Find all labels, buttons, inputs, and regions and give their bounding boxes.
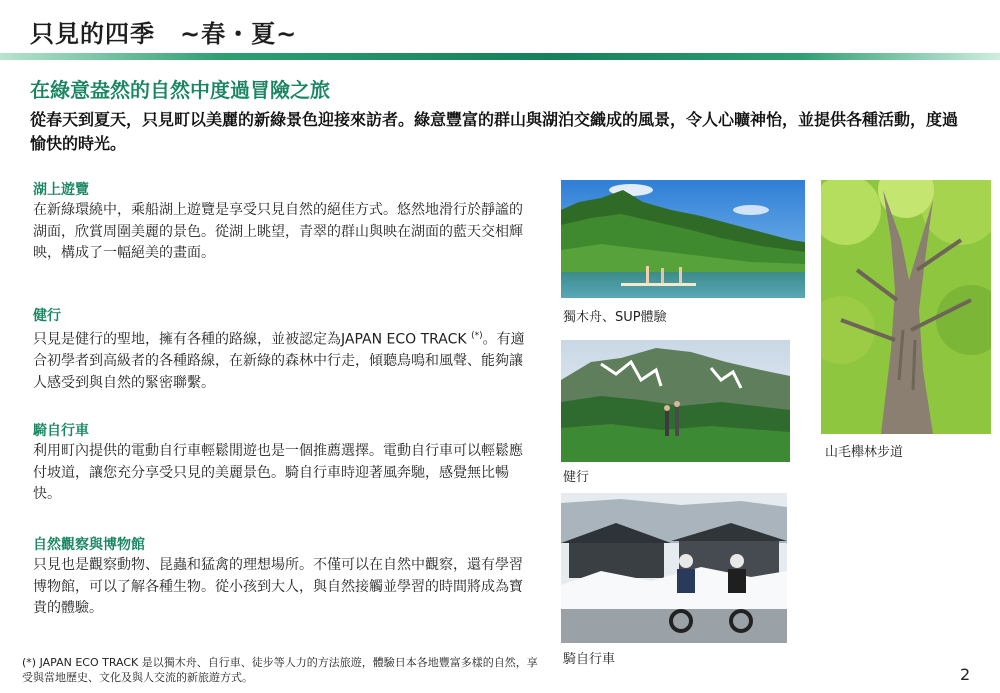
section-body-lake-cruise: 在新綠環繞中，乘船湖上遊覽是享受只見自然的絕佳方式。悠然地滑行於靜謐的湖面，欣賞周圍美麗的景色。從湖上眺望，青翠的群山與映在湖面的藍天交相輝映，構成了一幅絕美的畫面。 (33, 202, 523, 261)
page-number: 2 (960, 665, 971, 684)
cycling-caption: 騎自行車 (563, 652, 616, 667)
section-body-hiking (33, 326, 533, 394)
section-title-nature-museum: 自然觀察與博物館 (33, 537, 145, 553)
beech-forest-caption: 山毛櫸林步道 (825, 445, 904, 460)
cycling-photo (561, 493, 787, 643)
section-body-nature-museum: 只見也是觀察動物、昆蟲和猛禽的理想場所。不僅可以在自然中觀察，還有學習博物館，可以了解各種生物。從小孩到大人，與自然接觸並學習的時間將成為寶貴的體驗。 (33, 557, 523, 616)
intro-text: 從春天到夏天，只見町以美麗的新綠景色迎接來訪者。綠意豐富的群山與湖泊交織成的風景，令人心曠神怡，並提供各種活動，度過愉快的時光。 (30, 110, 959, 153)
section-body-cycling: 利用町內提供的電動自行車輕鬆閒遊也是一個推薦選擇。電動自行車可以輕鬆應付坡道，讓您充分享受只見的美麗景色。騎自行車時迎著風奔馳，感覺無比暢快。 (33, 443, 523, 502)
hiking-photo (561, 340, 790, 462)
lake-sup-photo (561, 180, 805, 298)
footnote: (*) JAPAN ECO TRACK 是以獨木舟、自行車、徒步等人力的方法旅遊，體驗日本各地豐富多樣的自然，享受與當地歷史、文化及與人交流的新旅遊方式。 (22, 656, 538, 684)
hiking-text-suffix: 。有適合初學者到高級者的各種路線，在新綠的森林中行走，傾聽鳥鳴和風聲、能夠讓人感受到與自然的緊密聯繫。 (33, 331, 525, 391)
section-title-hiking: 健行 (33, 308, 61, 324)
headline: 在綠意盎然的自然中度過冒險之旅 (30, 78, 330, 102)
section-title-cycling: 騎自行車 (33, 423, 89, 439)
page-title: 只見的四季 ~春・夏~ (30, 20, 298, 48)
hiking-text-prefix: 只見是健行的聖地，擁有各種的路線，並被認定為JAPAN ECO TRACK (33, 331, 467, 348)
beech-forest-photo (821, 180, 991, 434)
hiking-caption: 健行 (563, 470, 590, 485)
footnote-marker: (*) (471, 331, 483, 341)
section-title-lake-cruise: 湖上遊覽 (33, 182, 89, 198)
title-divider (0, 53, 1000, 60)
lake-sup-caption: 獨木舟、SUP體驗 (563, 310, 667, 325)
